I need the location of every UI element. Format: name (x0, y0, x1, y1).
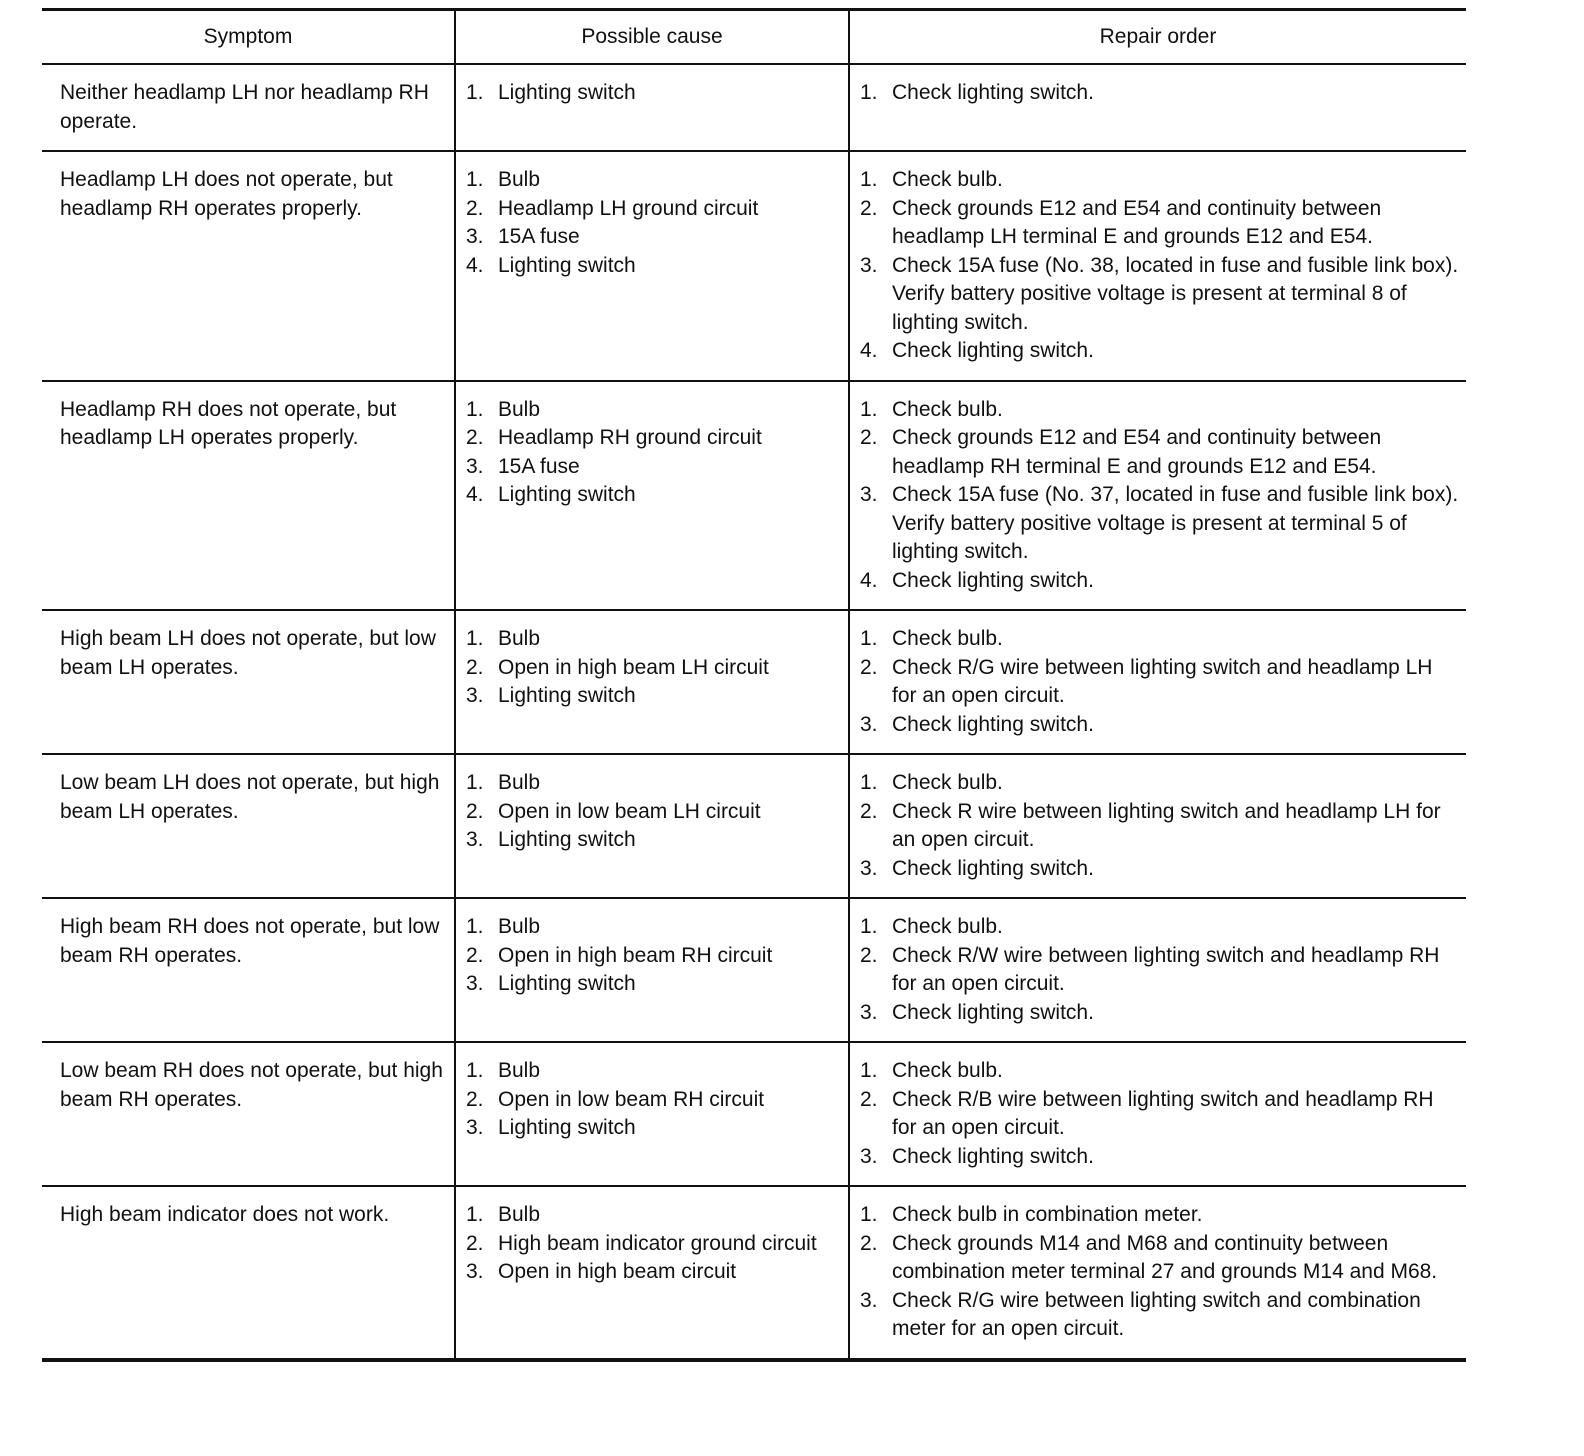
symptom-cell: Headlamp LH does not operate, but headlamp RH operates properly. (42, 151, 455, 381)
step-text: Bulb (498, 771, 541, 794)
step-text: Open in high beam RH circuit (498, 943, 773, 967)
cause-cell (455, 610, 849, 754)
table-row (42, 381, 1466, 611)
possible-cause-item (466, 453, 842, 482)
step-number: 1. (466, 168, 484, 191)
step-number: 1. (466, 1059, 484, 1082)
repair-order-list (860, 1201, 1460, 1344)
repair-order-item (860, 252, 1460, 338)
cause-cell (455, 151, 849, 381)
possible-cause-list (466, 396, 842, 510)
step-number: 3. (466, 1116, 484, 1139)
repair-order-item (860, 769, 1460, 798)
repair-order-item (860, 481, 1460, 567)
possible-cause-item (466, 481, 842, 510)
step-text: Check R/B wire between lighting switch and headlamp RH for an open circuit. (892, 1087, 1434, 1139)
repair-order-list (860, 396, 1460, 596)
step-number: 4. (466, 483, 484, 506)
repair-cell (849, 1186, 1466, 1360)
possible-cause-item (466, 1086, 842, 1115)
step-number: 1. (860, 627, 878, 650)
step-text: Check 15A fuse (No. 38, located in fuse and fusible link box). Verify battery positive voltage is present at terminal 8 of lighting switch. (892, 253, 1459, 334)
step-number: 1. (466, 397, 484, 421)
step-number: 3. (860, 483, 878, 506)
step-number: 3. (860, 1288, 878, 1312)
step-number: 2. (860, 196, 878, 220)
step-number: 2. (466, 196, 484, 220)
symptom-cell: High beam RH does not operate, but low beam RH operates. (42, 898, 455, 1042)
step-text: Bulb (498, 397, 541, 421)
possible-cause-item (466, 252, 842, 281)
repair-cell (849, 64, 1466, 151)
step-number: 2. (860, 1231, 878, 1255)
step-text: Check lighting switch. (892, 339, 1094, 362)
cause-cell (455, 1042, 849, 1186)
step-text: Check bulb. (892, 397, 1003, 421)
document-page (42, 8, 1466, 1362)
step-text: Bulb (498, 915, 541, 938)
repair-order-item (860, 1230, 1460, 1287)
step-text: Lighting switch (498, 483, 636, 506)
cause-cell (455, 1186, 849, 1360)
step-text: Check bulb. (892, 771, 1003, 794)
symptom-cell: Headlamp RH does not operate, but headlamp LH operates properly. (42, 381, 455, 611)
step-text: Check grounds E12 and E54 and continuity between headlamp RH terminal E and grounds E12 and E54. (892, 426, 1382, 478)
possible-cause-item (466, 798, 842, 827)
repair-order-list (860, 913, 1460, 1027)
step-text: Check R/G wire between lighting switch and headlamp LH for an open circuit. (892, 655, 1433, 707)
step-text: Check lighting switch. (892, 856, 1094, 880)
header-possible-cause: Possible cause (455, 10, 849, 65)
table-row (42, 610, 1466, 754)
repair-order-list (860, 625, 1460, 739)
step-number: 2. (466, 799, 484, 823)
header-repair-order: Repair order (849, 10, 1466, 65)
possible-cause-item (466, 166, 842, 195)
step-number: 1. (860, 915, 878, 938)
possible-cause-list (466, 1057, 842, 1143)
possible-cause-item (466, 970, 842, 999)
step-text: Check R/G wire between lighting switch and combination meter for an open circuit. (892, 1288, 1421, 1340)
step-number: 2. (860, 943, 878, 967)
step-text: Headlamp LH ground circuit (498, 196, 759, 220)
table-header-row (42, 10, 1466, 65)
repair-order-list (860, 166, 1460, 366)
step-text: Open in high beam circuit (498, 1260, 737, 1283)
repair-order-item (860, 654, 1460, 711)
table-row (42, 151, 1466, 381)
possible-cause-item (466, 1201, 842, 1230)
step-text: 15A fuse (498, 225, 580, 248)
step-number: 1. (860, 397, 878, 421)
step-text: Lighting switch (498, 684, 636, 707)
symptom-cell: High beam indicator does not work. (60, 1203, 390, 1226)
repair-order-item (860, 396, 1460, 425)
step-text: Bulb (498, 168, 541, 191)
step-number: 2. (466, 1087, 484, 1111)
possible-cause-list (466, 913, 842, 999)
step-number: 3. (466, 454, 484, 478)
step-text: Open in low beam LH circuit (498, 799, 761, 823)
step-text: Bulb (498, 1059, 541, 1082)
repair-order-item (860, 337, 1460, 366)
step-text: Check bulb. (892, 915, 1003, 938)
repair-order-item (860, 79, 1460, 108)
repair-cell (849, 1042, 1466, 1186)
possible-cause-item (466, 625, 842, 654)
possible-cause-list (466, 79, 842, 108)
step-number: 2. (860, 655, 878, 679)
step-number: 2. (466, 426, 484, 449)
repair-order-item (860, 567, 1460, 596)
step-text: Check bulb in combination meter. (892, 1203, 1203, 1226)
step-text: Open in low beam RH circuit (498, 1087, 765, 1111)
step-number: 4. (860, 339, 878, 362)
repair-order-item (860, 855, 1460, 884)
step-text: 15A fuse (498, 454, 580, 478)
step-text: Check bulb. (892, 627, 1003, 650)
possible-cause-item (466, 913, 842, 942)
step-text: Lighting switch (498, 1116, 636, 1139)
step-number: 2. (860, 799, 878, 823)
step-number: 3. (860, 1000, 878, 1024)
step-text: Check R/W wire between lighting switch and headlamp RH for an open circuit. (892, 943, 1440, 995)
table-row (42, 754, 1466, 898)
step-number: 2. (466, 1231, 484, 1255)
header-symptom: Symptom (42, 10, 455, 65)
step-number: 4. (860, 568, 878, 592)
repair-cell (849, 898, 1466, 1042)
possible-cause-list (466, 625, 842, 711)
possible-cause-list (466, 769, 842, 855)
possible-cause-item (466, 396, 842, 425)
possible-cause-item (466, 826, 842, 855)
possible-cause-item (466, 79, 842, 108)
repair-order-item (860, 1201, 1460, 1230)
possible-cause-item (466, 1057, 842, 1086)
possible-cause-item (466, 1114, 842, 1143)
step-number: 3. (466, 972, 484, 995)
step-number: 2. (466, 655, 484, 679)
step-text: Lighting switch (498, 828, 636, 851)
step-number: 1. (466, 1203, 484, 1226)
step-number: 3. (860, 1144, 878, 1168)
repair-order-item (860, 166, 1460, 195)
possible-cause-list (466, 1201, 842, 1287)
step-number: 1. (860, 1059, 878, 1082)
step-text: Check bulb. (892, 1059, 1003, 1082)
step-number: 1. (466, 627, 484, 650)
step-text: Check 15A fuse (No. 37, located in fuse and fusible link box). Verify battery positive voltage is present at terminal 5 of lighting switch. (892, 483, 1459, 563)
step-text: High beam indicator ground circuit (498, 1231, 817, 1255)
symptom-cell: Low beam LH does not operate, but high beam LH operates. (42, 754, 455, 898)
symptom-cell: High beam LH does not operate, but low beam LH operates. (42, 610, 455, 754)
cause-cell (455, 381, 849, 611)
step-text: Headlamp RH ground circuit (498, 426, 762, 449)
repair-cell (849, 151, 1466, 381)
step-text: Check lighting switch. (892, 81, 1094, 104)
possible-cause-item (466, 769, 842, 798)
symptom-cell: Low beam RH does not operate, but high beam RH operates. (42, 1042, 455, 1186)
repair-order-item (860, 1143, 1460, 1172)
table-row (42, 1042, 1466, 1186)
step-number: 3. (466, 1260, 484, 1283)
step-number: 1. (466, 81, 484, 104)
possible-cause-item (466, 223, 842, 252)
step-text: Check R wire between lighting switch and headlamp LH for an open circuit. (892, 799, 1441, 851)
possible-cause-item (466, 1230, 842, 1259)
repair-order-item (860, 913, 1460, 942)
table-row (42, 1186, 1466, 1360)
possible-cause-item (466, 682, 842, 711)
step-text: Check lighting switch. (892, 712, 1094, 736)
step-text: Bulb (498, 627, 541, 650)
repair-order-item (860, 1057, 1460, 1086)
step-number: 1. (860, 168, 878, 191)
step-number: 1. (860, 1203, 878, 1226)
possible-cause-item (466, 424, 842, 453)
table-row (42, 64, 1466, 151)
step-number: 3. (860, 856, 878, 880)
repair-order-item (860, 1287, 1460, 1344)
step-number: 1. (860, 771, 878, 794)
step-number: 3. (860, 712, 878, 736)
step-number: 2. (466, 943, 484, 967)
repair-order-item (860, 711, 1460, 740)
possible-cause-item (466, 1258, 842, 1287)
step-text: Lighting switch (498, 972, 636, 995)
repair-order-item (860, 942, 1460, 999)
step-text: Check lighting switch. (892, 568, 1094, 592)
possible-cause-item (466, 942, 842, 971)
repair-order-item (860, 1086, 1460, 1143)
step-text: Check lighting switch. (892, 1000, 1094, 1024)
step-text: Open in high beam LH circuit (498, 655, 769, 679)
symptom-cell: Neither headlamp LH nor headlamp RH operate. (42, 64, 455, 151)
cause-cell (455, 64, 849, 151)
step-number: 3. (466, 828, 484, 851)
repair-cell (849, 610, 1466, 754)
step-number: 1. (466, 771, 484, 794)
repair-order-item (860, 195, 1460, 252)
step-number: 2. (860, 426, 878, 449)
step-text: Check grounds E12 and E54 and continuity between headlamp LH terminal E and grounds E12 and E54. (892, 196, 1382, 248)
possible-cause-list (466, 166, 842, 280)
possible-cause-item (466, 654, 842, 683)
step-number: 4. (466, 253, 484, 277)
table-row (42, 898, 1466, 1042)
table-body (42, 64, 1466, 1360)
step-number: 1. (466, 915, 484, 938)
step-text: Check grounds M14 and M68 and continuity between combination meter terminal 27 and grounds M14 and M68. (892, 1231, 1438, 1283)
repair-order-item (860, 625, 1460, 654)
step-text: Lighting switch (498, 253, 636, 277)
step-number: 2. (860, 1087, 878, 1111)
step-text: Bulb (498, 1203, 541, 1226)
repair-cell (849, 381, 1466, 611)
step-text: Check bulb. (892, 168, 1003, 191)
repair-order-item (860, 999, 1460, 1028)
step-number: 1. (860, 81, 878, 104)
possible-cause-item (466, 195, 842, 224)
repair-order-list (860, 79, 1460, 108)
step-text: Check lighting switch. (892, 1144, 1094, 1168)
repair-order-item (860, 424, 1460, 481)
step-number: 3. (466, 684, 484, 707)
repair-cell (849, 754, 1466, 898)
cause-cell (455, 898, 849, 1042)
cause-cell (455, 754, 849, 898)
repair-order-list (860, 769, 1460, 883)
trouble-diagnosis-table (42, 8, 1466, 1362)
repair-order-list (860, 1057, 1460, 1171)
repair-order-item (860, 798, 1460, 855)
step-number: 3. (860, 253, 878, 277)
step-number: 3. (466, 225, 484, 248)
step-text: Lighting switch (498, 81, 636, 104)
